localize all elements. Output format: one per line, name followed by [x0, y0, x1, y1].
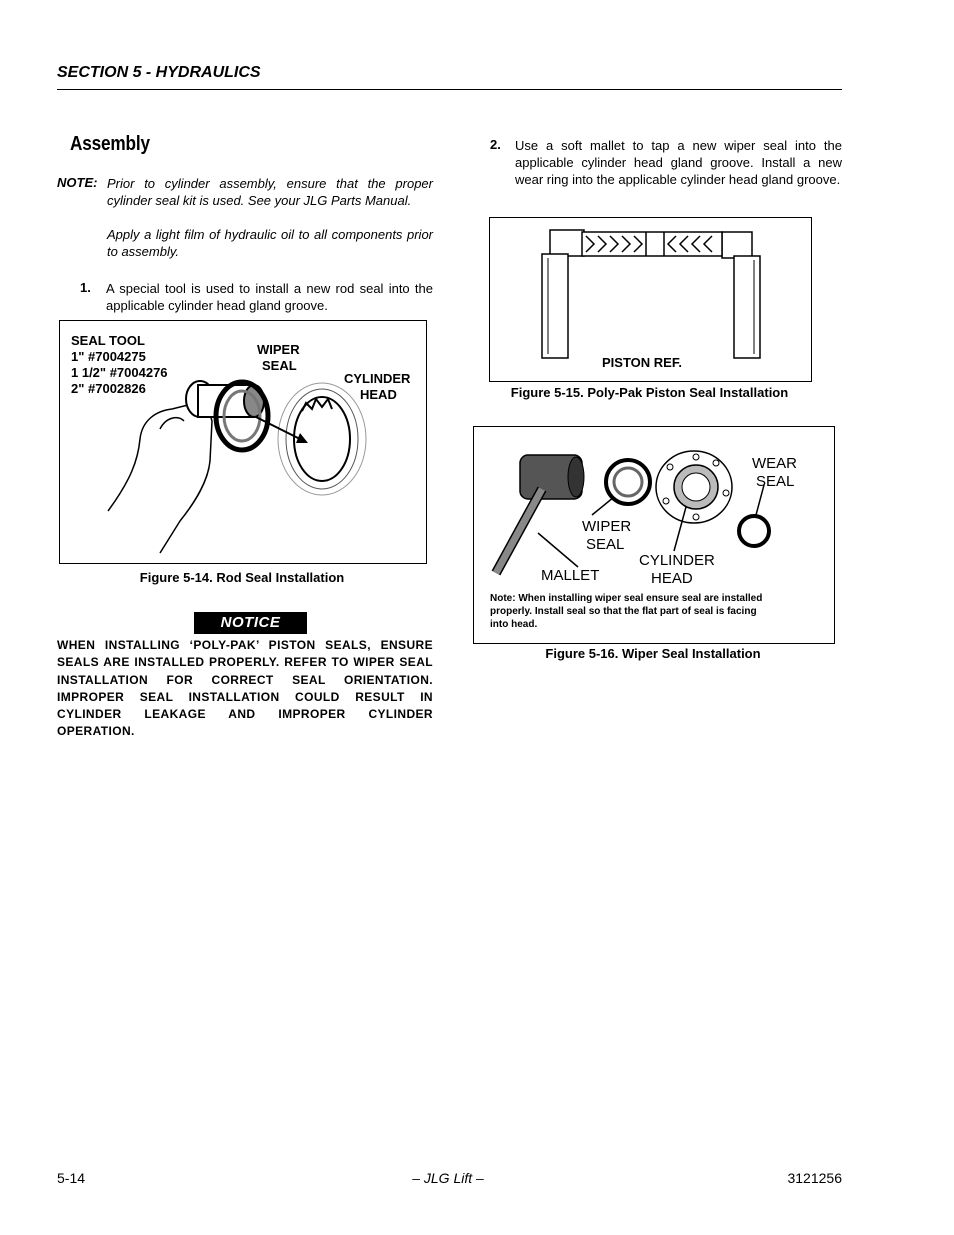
wiper-seal-illustration	[474, 427, 834, 643]
seal-tool-label: SEAL TOOL	[71, 333, 145, 348]
step-1-text: A special tool is used to install a new rod seal into the applicable cylinder head gland groove.	[106, 281, 433, 313]
step-2-number: 2.	[490, 137, 501, 152]
section-title: SECTION 5 - HYDRAULICS	[57, 64, 261, 81]
notice-text: WHEN INSTALLING ‘POLY-PAK’ PISTON SEALS, ENSURE SEALS ARE INSTALLED PROPERLY. REFER TO WIPER SEAL INSTALLATION FOR CORRECT SEAL ORIENTATION. IMPROPER SEAL INSTALLATION COULD RESULT IN CYLINDER LEAKAGE AND IMPROPER CYLINDER OPERATION.	[57, 638, 433, 739]
page-number: 5-14	[57, 1170, 86, 1186]
seal-tool-size-2: 1 1/2" #7004276	[71, 365, 168, 380]
wiper-label-1: WIPER	[582, 518, 632, 535]
cylinder-label-2: HEAD	[360, 387, 397, 402]
wear-label-2: SEAL	[756, 473, 795, 490]
wiper-label-2: SEAL	[262, 358, 297, 373]
figure-note-line-1: Note: When installing wiper seal ensure seal are installed	[490, 593, 763, 604]
note-text-seal-kit: Prior to cylinder assembly, ensure that the proper cylinder seal kit is used. See your JLG Parts Manual.	[107, 176, 433, 208]
figure-note-line-2: properly. Install seal so that the flat part of seal is facing	[490, 606, 757, 617]
piston-right-icon	[734, 256, 760, 358]
figure-5-15-caption: Figure 5-15. Poly-Pak Piston Seal Installation	[510, 385, 789, 400]
step-2-text: Use a soft mallet to tap a new wiper seal into the applicable cylinder head gland groove. Install a new wear ring into the applicable cylinder head gland groove.	[515, 138, 842, 187]
assembly-heading: Assembly	[70, 133, 150, 155]
figure-note-line-3: into head.	[490, 619, 538, 630]
document-number: 3121256	[787, 1170, 842, 1186]
figure-rod-seal-installation	[59, 320, 427, 564]
figure-5-14-caption: Figure 5-14. Rod Seal Installation	[139, 570, 345, 585]
wear-seal-ring-icon	[739, 516, 769, 546]
figure-poly-pak-piston-seal	[489, 217, 812, 382]
note-text-hydraulic-oil: Apply a light film of hydraulic oil to all components prior to assembly.	[107, 227, 433, 259]
piston-ref-label: PISTON REF.	[602, 355, 682, 370]
notice-badge: NOTICE	[194, 612, 307, 634]
wiper-label-1: WIPER	[257, 342, 300, 357]
poly-pak-seal-icon	[582, 232, 722, 256]
piston-left-icon	[542, 254, 568, 358]
seal-tool-size-1: 1" #7004275	[71, 349, 146, 364]
cylinder-label-1: CYLINDER	[344, 371, 411, 386]
figure-wiper-seal-installation	[473, 426, 835, 644]
seal-tool-size-3: 2" #7002826	[71, 381, 146, 396]
wiper-label-2: SEAL	[586, 536, 625, 553]
cylinder-label-2: HEAD	[651, 570, 693, 587]
header-divider	[57, 89, 842, 90]
figure-5-16-caption: Figure 5-16. Wiper Seal Installation	[545, 646, 761, 661]
rod-seal-illustration	[60, 321, 426, 563]
piston-seal-illustration	[490, 218, 811, 381]
cylinder-label-1: CYLINDER	[639, 552, 715, 569]
mallet-label: MALLET	[541, 567, 600, 584]
footer-center: – JLG Lift –	[412, 1170, 484, 1186]
note-label: NOTE:	[57, 175, 98, 190]
step-1-number: 1.	[80, 280, 91, 295]
hand-outline-icon	[108, 405, 212, 553]
wear-label-1: WEAR	[752, 455, 797, 472]
